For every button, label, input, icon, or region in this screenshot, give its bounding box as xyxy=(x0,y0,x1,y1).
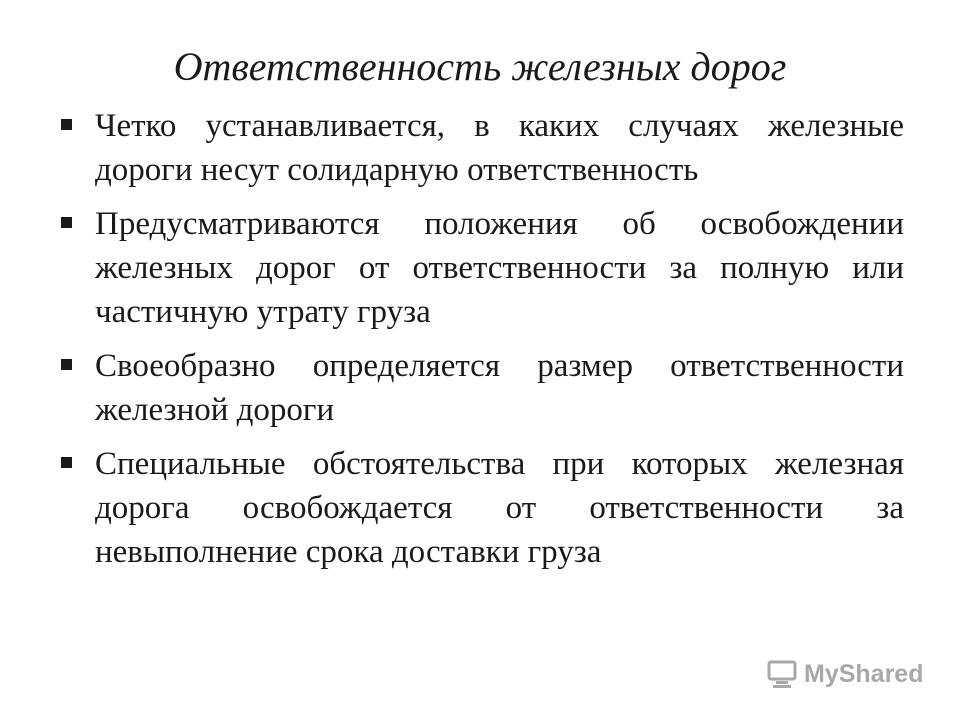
square-bullet-icon xyxy=(61,119,72,130)
bullet-text: Специальные обстоятельства при которых железная дорога освобождается от ответственности за невыполнение срока доставки груза xyxy=(95,446,904,570)
square-bullet-icon xyxy=(61,359,72,370)
bullet-item xyxy=(60,202,904,334)
bullet-text: Предусматриваются положения об освобождении железных дорог от ответственности за полную или частичную утрату груза xyxy=(95,206,904,330)
bullet-item xyxy=(60,104,904,192)
bullet-text: Своеобразно определяется размер ответственности железной дороги xyxy=(95,348,904,428)
bullet-item xyxy=(60,442,904,574)
bullet-item xyxy=(60,344,904,432)
bullet-text: Четко устанавливается, в каких случаях железные дороги несут солидарную ответственность xyxy=(95,108,904,188)
computer-icon xyxy=(766,659,798,689)
slide-title: Ответственность железных дорог xyxy=(173,44,787,89)
square-bullet-icon xyxy=(61,457,72,468)
watermark-text: MyShared xyxy=(804,659,924,688)
bullet-list xyxy=(60,104,904,584)
square-bullet-icon xyxy=(61,217,72,228)
myshared-watermark xyxy=(766,654,923,694)
